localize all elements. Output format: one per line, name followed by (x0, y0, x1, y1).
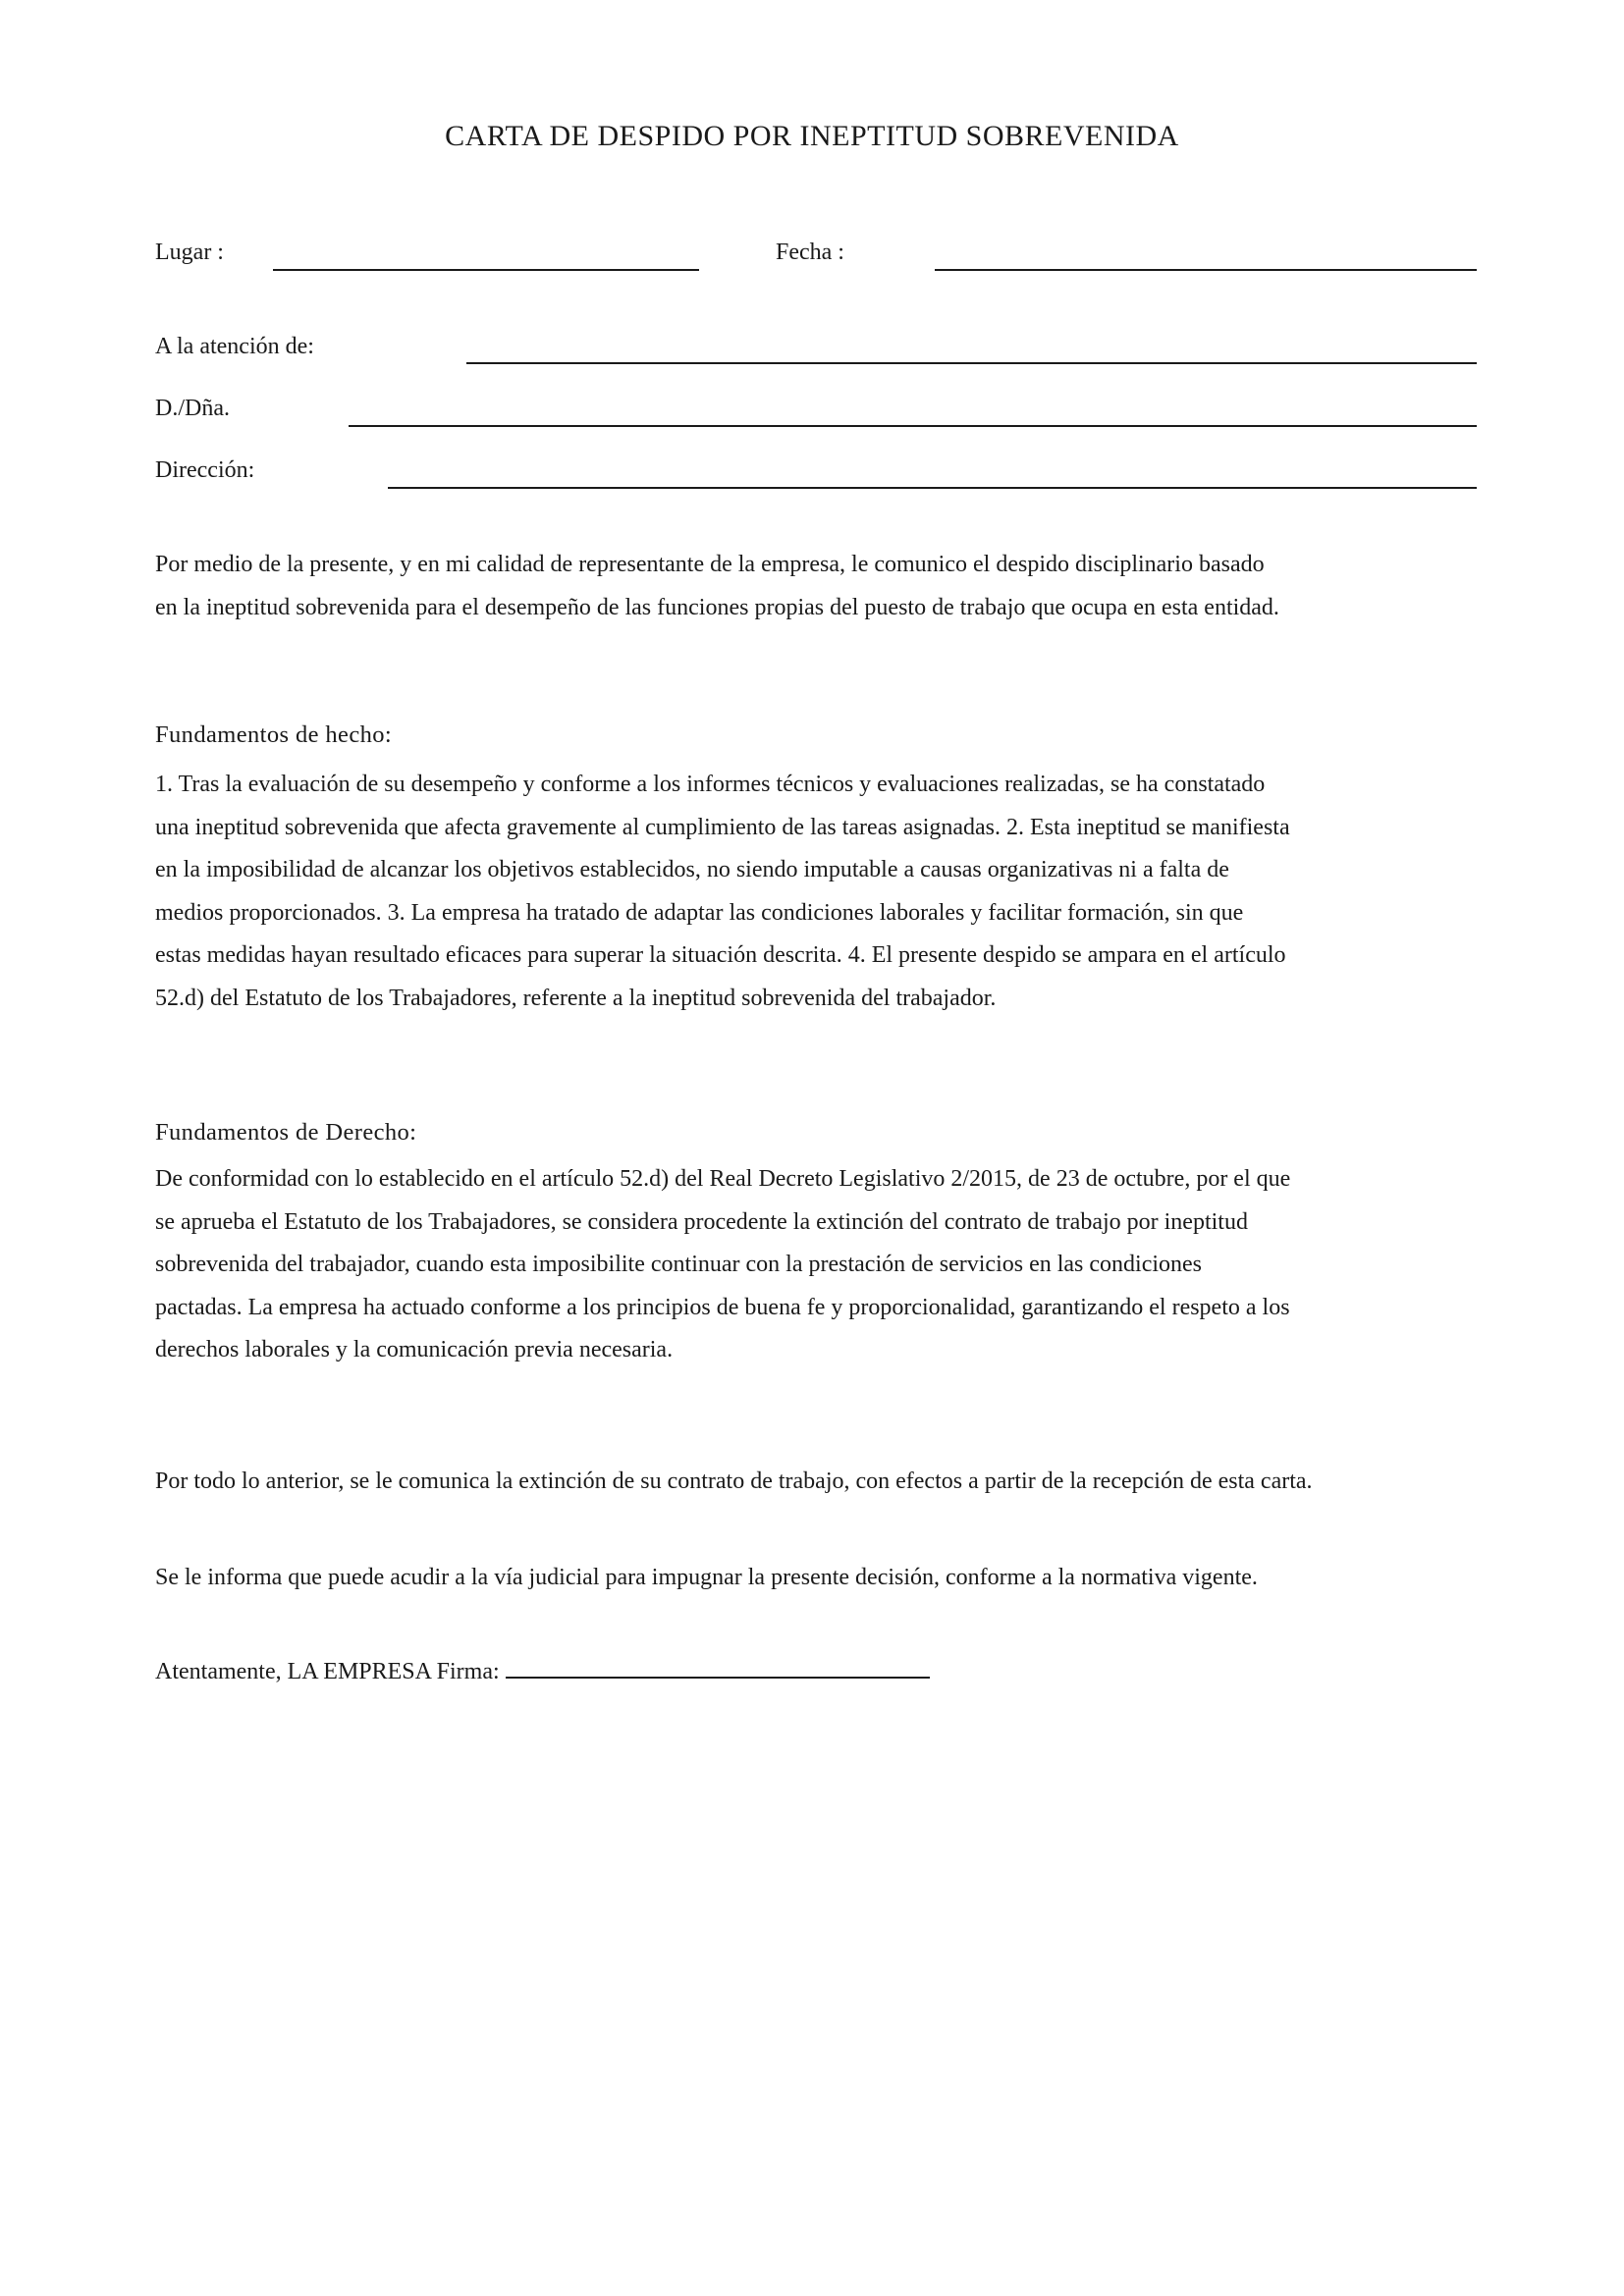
intro-line: Por medio de la presente, y en mi calidad de representante de la empresa, le comunico el despido disciplinario basado (155, 552, 1265, 577)
hechos-line: medios proporcionados. 3. La empresa ha tratado de adaptar las condiciones laborales y facilitar formación, sin que (155, 899, 1244, 926)
recurso-text: Se le informa que puede acudir a la vía judicial para impugnar la presente decisión, conforme a la normativa vigente. (155, 1565, 1258, 1590)
lugar-field-line[interactable] (273, 269, 699, 271)
derecho-line: se aprueba el Estatuto de los Trabajadores, se considera procedente la extinción del contrato de trabajo por ineptitud (155, 1208, 1248, 1235)
document-title: CARTA DE DESPIDO POR INEPTITUD SOBREVENIDA (445, 120, 1179, 152)
direccion-field-line[interactable] (388, 487, 1477, 489)
derecho-paragraph (155, 1158, 1290, 1372)
hechos-line: estas medidas hayan resultado eficaces para superar la situación descrita. 4. El presente despido se ampara en el artículo (155, 942, 1286, 968)
firma-field-line[interactable] (506, 1676, 930, 1679)
derecho-line: derechos laborales y la comunicación previa necesaria. (155, 1337, 674, 1362)
atencion-label: A la atención de: (155, 334, 314, 359)
firma-label: Atentamente, LA EMPRESA Firma: (155, 1659, 500, 1684)
signature-block (155, 1659, 930, 1685)
hechos-heading: Fundamentos de hecho: (155, 721, 393, 748)
hechos-line: 1. Tras la evaluación de su desempeño y conforme a los informes técnicos y evaluaciones realizadas, se ha constatado (155, 772, 1266, 797)
intro-line: en la ineptitud sobrevenida para el desempeño de las funciones propias del puesto de trabajo que ocupa en esta entidad. (155, 594, 1279, 620)
derecho-line: sobrevenida del trabajador, cuando esta imposibilite continuar con la prestación de servicios en las condiciones (155, 1252, 1203, 1277)
intro-paragraph (155, 544, 1279, 629)
derecho-heading: Fundamentos de Derecho: (155, 1119, 417, 1146)
derecho-line: De conformidad con lo establecido en el artículo 52.d) del Real Decreto Legislativo 2/2015, de 23 de octubre, por el que (155, 1166, 1291, 1192)
direccion-label: Dirección: (155, 457, 255, 483)
hechos-paragraph (155, 764, 1290, 1020)
conclusion-text: Por todo lo anterior, se le comunica la extinción de su contrato de trabajo, con efectos a partir de la recepción de esta carta. (155, 1468, 1313, 1494)
hechos-line: 52.d) del Estatuto de los Trabajadores, referente a la ineptitud sobrevenida del trabajador. (155, 985, 997, 1011)
hechos-line: en la imposibilidad de alcanzar los objetivos establecidos, no siendo imputable a causas organizativas ni a falta de (155, 857, 1229, 882)
hechos-line: una ineptitud sobrevenida que afecta gravemente al cumplimiento de las tareas asignadas. 2. Esta ineptitud se manifiesta (155, 814, 1290, 840)
fecha-label: Fecha : (776, 240, 844, 265)
dona-field-line[interactable] (349, 425, 1477, 427)
atencion-field-line[interactable] (466, 362, 1477, 364)
lugar-label: Lugar : (155, 240, 224, 265)
derecho-line: pactadas. La empresa ha actuado conforme a los principios de buena fe y proporcionalidad, garantizando el respeto a los (155, 1294, 1290, 1320)
dona-label: D./Dña. (155, 396, 230, 421)
fecha-field-line[interactable] (935, 269, 1477, 271)
